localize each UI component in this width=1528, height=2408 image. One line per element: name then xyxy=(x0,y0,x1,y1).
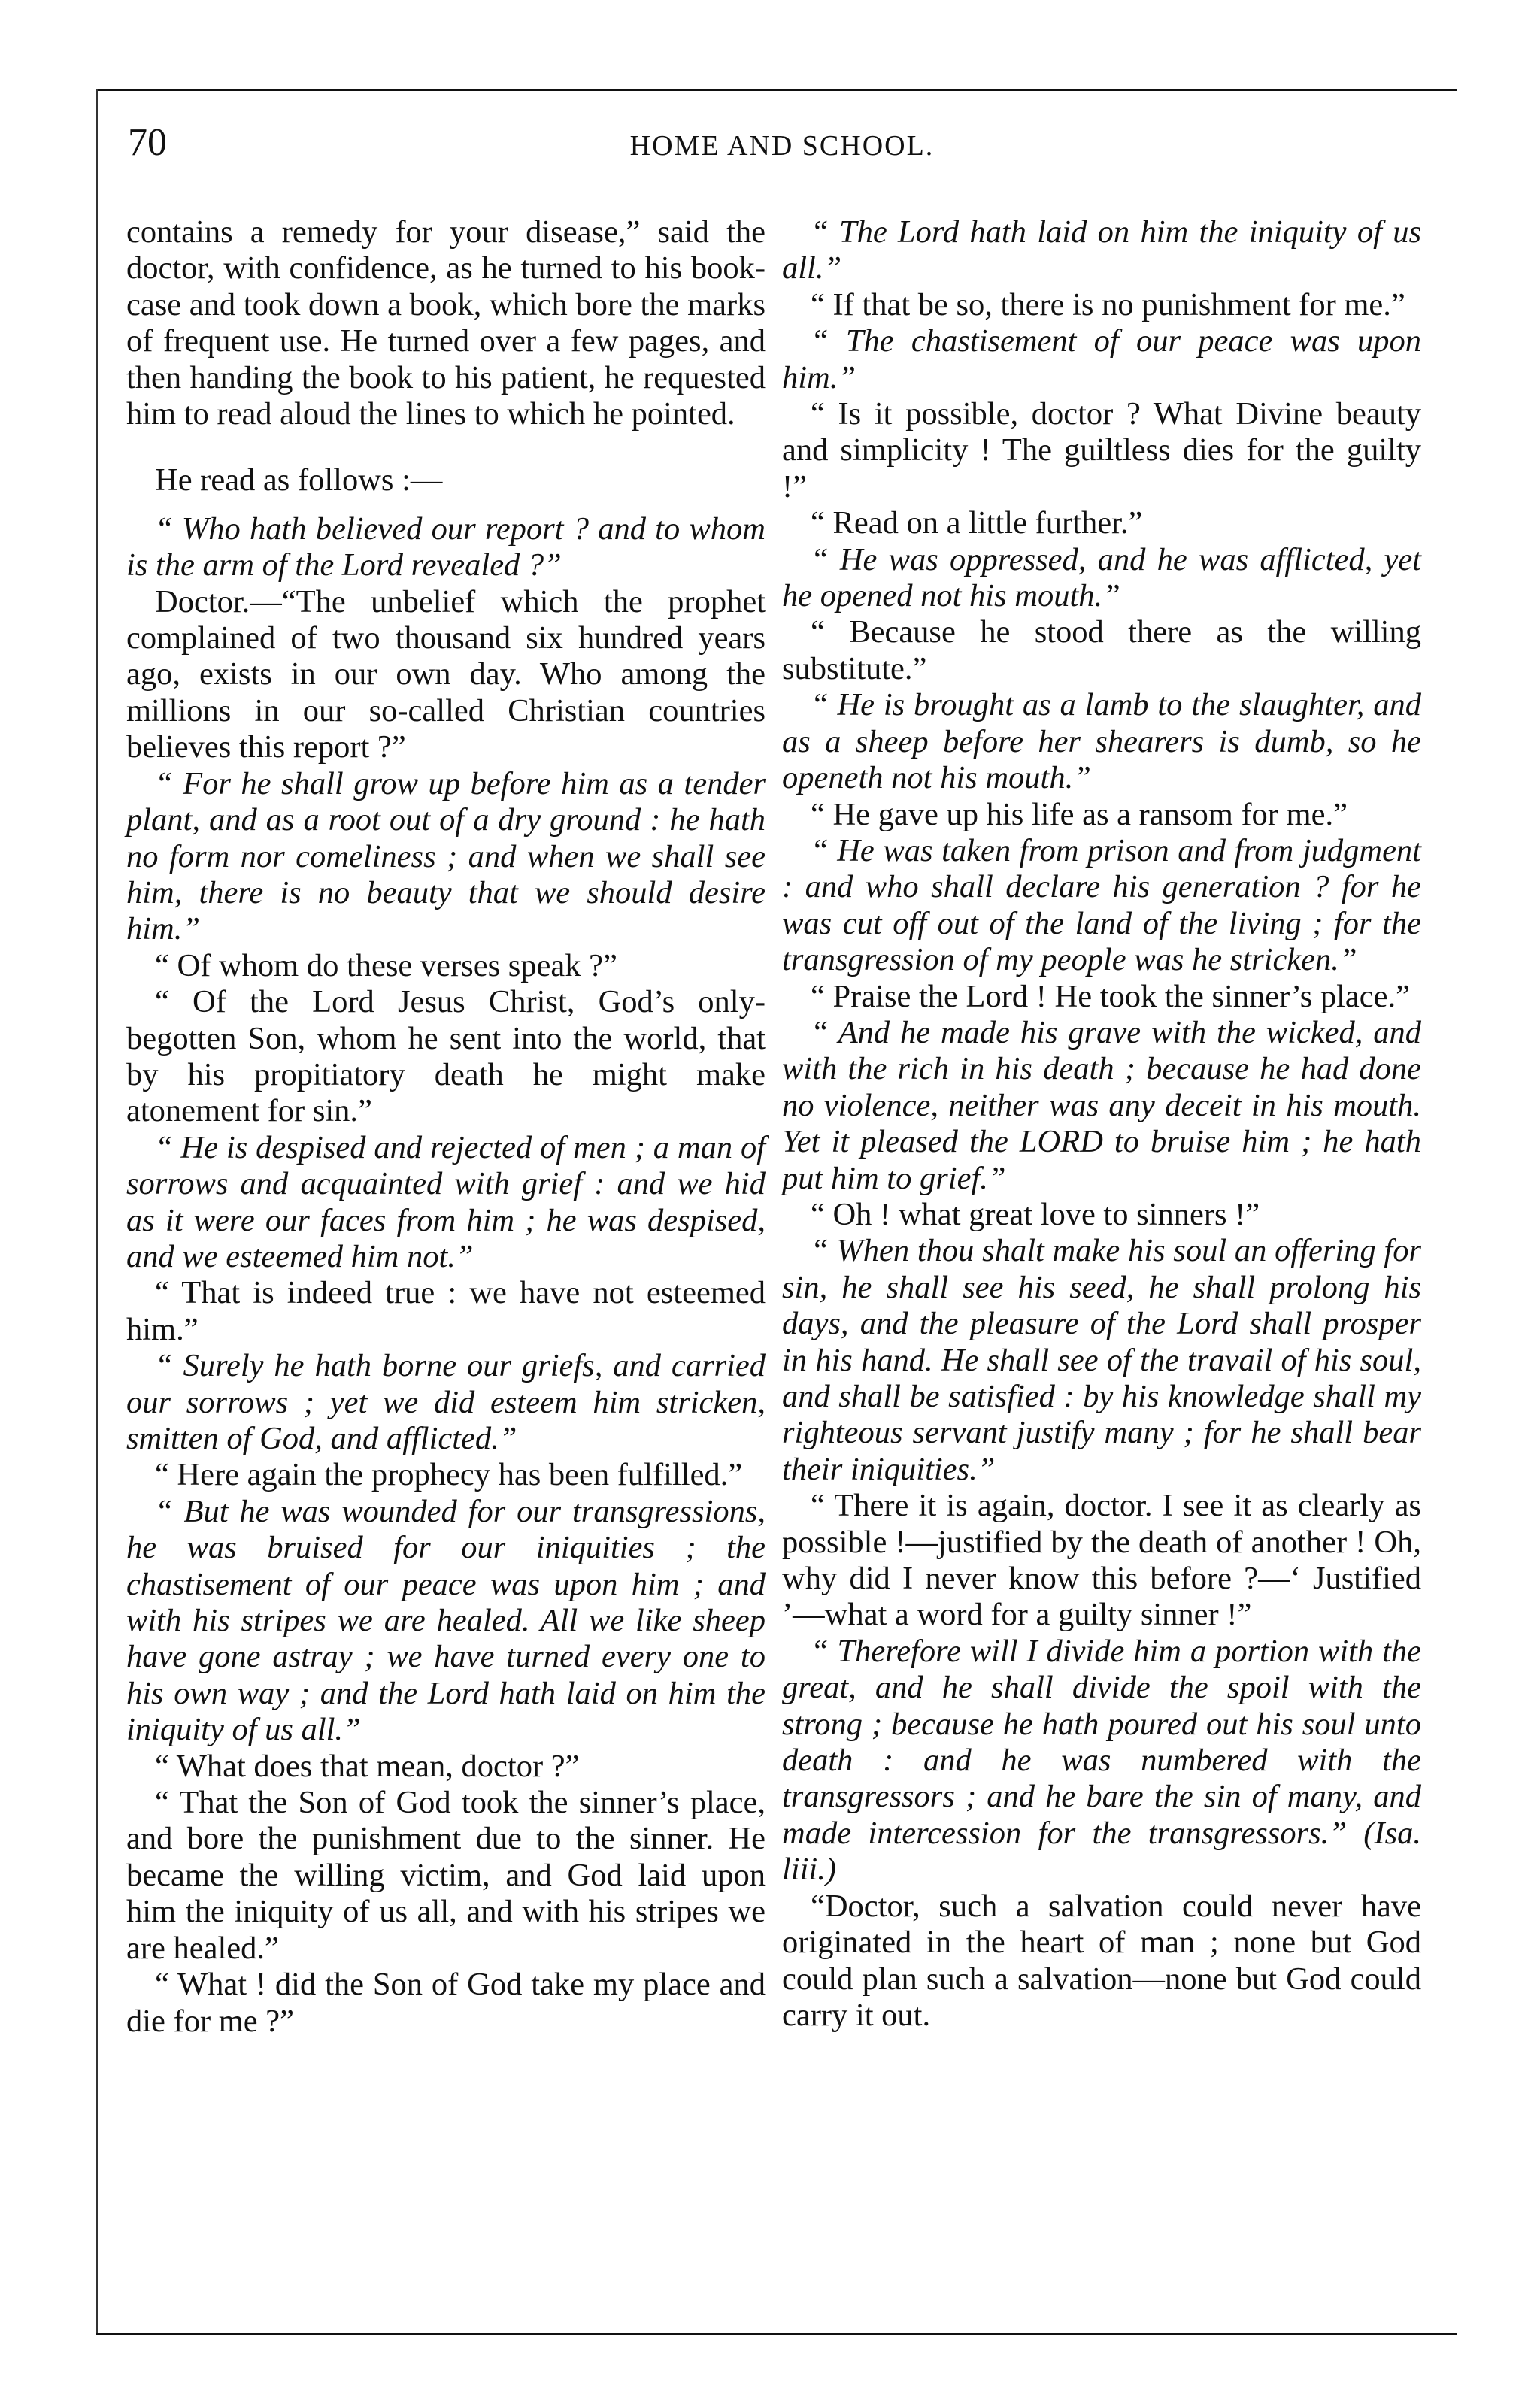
paragraph: “ For he shall grow up before him as a tender plant, and as a root out of a dry ground : he hath no form nor comeliness ; and when we shall see him, there is no beauty that we should desire him.” xyxy=(126,765,766,947)
top-border-rule xyxy=(96,89,1457,91)
paragraph: contains a remedy for your disease,” said the doctor, with confidence, as he turned to his book-case and took down a book, which bore the marks of frequent use. He turned over a few pages, and then handing the book to his patient, he requested him to read aloud the lines to which he pointed. xyxy=(126,214,766,432)
paragraph: “ There it is again, doctor. I see it as clearly as possible !—justified by the death of another ! Oh, why did I never know this before ?—‘ Justified ’—what a word for a guilty sinner !” xyxy=(782,1488,1421,1633)
right-text-column xyxy=(782,214,1421,2034)
paragraph: “ But he was wounded for our transgressions, he was bruised for our iniquities ; the chastisement of our peace was upon him ; and with his stripes we are healed. All we like sheep have gone astray ; we have turned every one to his own way ; and the Lord hath laid on him the iniquity of us all.” xyxy=(126,1493,766,1748)
paragraph: “ He is brought as a lamb to the slaughter, and as a sheep before her shearers is dumb, so he openeth not his mouth.” xyxy=(782,687,1421,796)
paragraph: “ And he made his grave with the wicked, and with the rich in his death ; because he had done no violence, neither was any deceit in his mouth. Yet it pleased the LORD to bruise him ; he hath put him to grief.” xyxy=(782,1014,1421,1196)
paragraph: “ The Lord hath laid on him the iniquity of us all.” xyxy=(782,214,1421,286)
running-title: HOME AND SCHOOL. xyxy=(629,130,935,162)
paragraph: “ When thou shalt make his soul an offering for sin, he shall see his seed, he shall prolong his days, and the pleasure of the Lord shall prosper in his hand. He shall see of the travail of his soul, and shall be satisfied : by his knowledge shall my righteous servant justify many ; for he shall bear their iniquities.” xyxy=(782,1233,1421,1487)
page-header xyxy=(128,120,1436,173)
paragraph: “ That is indeed true : we have not esteemed him.” xyxy=(126,1275,766,1347)
paragraph: “ Oh ! what great love to sinners !” xyxy=(811,1196,1260,1232)
paragraph: “ Praise the Lord ! He took the sinner’s place.” xyxy=(811,978,1410,1014)
paragraph: He read as follows :— xyxy=(155,462,443,498)
paragraph: “ He was taken from prison and from judgment : and who shall declare his generation ? for he was cut off out of the land of the living ; for the transgression of my people was he stricken.” xyxy=(782,832,1421,978)
paragraph: “ Here again the prophecy has been fulfilled.” xyxy=(155,1457,743,1493)
paragraph: “Doctor, such a salvation could never have originated in the heart of man ; none but God could plan such a salvation—none but God could carry it out. xyxy=(782,1888,1421,2033)
page-number: 70 xyxy=(128,121,167,164)
paragraph: “ Is it possible, doctor ? What Divine beauty and simplicity ! The guiltless dies for the guilty !” xyxy=(782,396,1421,504)
paragraph: “ What does that mean, doctor ?” xyxy=(155,1748,580,1784)
paragraph: “ Of whom do these verses speak ?” xyxy=(155,947,617,983)
paragraph: “ Of the Lord Jesus Christ, God’s only-begotten Son, whom he sent into the world, that by his propitiatory death he might make atonement for sin.” xyxy=(126,984,766,1129)
bottom-border-rule xyxy=(96,2333,1457,2335)
paragraph: “ The chastisement of our peace was upon him.” xyxy=(782,323,1421,395)
paragraph: “ Who hath believed our report ? and to whom is the arm of the Lord revealed ?” xyxy=(126,510,766,583)
left-border-rule xyxy=(96,89,98,2333)
paragraph: “ Because he stood there as the willing substitute.” xyxy=(782,614,1421,686)
paragraph: “ What ! did the Son of God take my place and die for me ?” xyxy=(126,1967,766,2039)
paragraph: Doctor.—“The unbelief which the prophet complained of two thousand six hundred years ago, exists in our own day. Who among the millions in our so-called Christian countries believes this report ?” xyxy=(126,583,766,765)
paragraph: “ If that be so, there is no punishment for me.” xyxy=(811,286,1405,323)
paragraph: “ Surely he hath borne our griefs, and carried our sorrows ; yet we did esteem him stricken, smitten of God, and afflicted.” xyxy=(126,1348,766,1456)
paragraph: “ He is despised and rejected of men ; a man of sorrows and acquainted with grief : and we hid as it were our faces from him ; he was despised, and we esteemed him not.” xyxy=(126,1129,766,1274)
paragraph: “ He gave up his life as a ransom for me.” xyxy=(811,796,1348,832)
left-text-column xyxy=(126,214,766,2040)
paragraph: “ That the Son of God took the sinner’s place, and bore the punishment due to the sinner. He became the willing victim, and God laid upon him the iniquity of us all, and with his stripes we are healed.” xyxy=(126,1785,766,1966)
paragraph: “ He was oppressed, and he was afflicted, yet he opened not his mouth.” xyxy=(782,541,1421,614)
paragraph: “ Therefore will I divide him a portion with the great, and he shall divide the spoil with the strong ; because he hath poured out his soul unto death : and he was numbered with the transgressors ; and he bare the sin of many, and made intercession for the transgressors.” (Isa. liii.) xyxy=(782,1633,1421,1888)
paragraph: “ Read on a little further.” xyxy=(811,505,1143,541)
